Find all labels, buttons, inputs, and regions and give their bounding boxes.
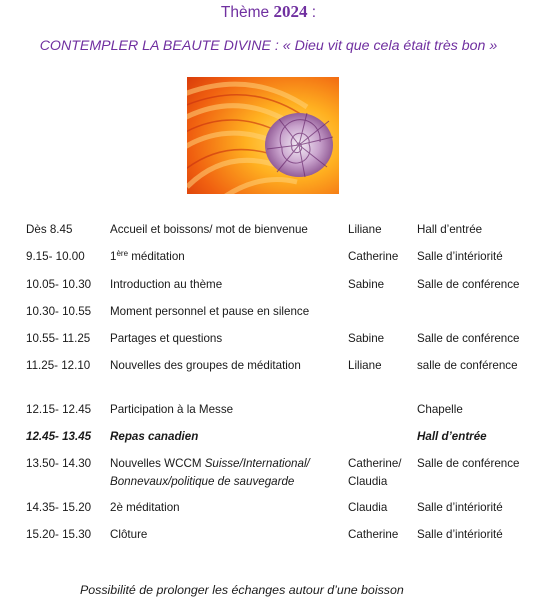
theme-colon: :	[307, 4, 317, 21]
row-person: Liliane	[348, 223, 382, 236]
row-time: 10.55- 11.25	[26, 332, 91, 345]
row-activity-line1: Nouvelles WCCM Suisse/International/	[110, 457, 310, 470]
row-room: Salle d’intériorité	[417, 528, 503, 541]
row-time: 12.45- 13.45	[26, 430, 92, 443]
row-time: Dès 8.45	[26, 223, 73, 236]
row-activity: 1ère méditation	[110, 249, 185, 263]
row-person: Claudia	[348, 501, 388, 514]
row-activity: Accueil et boissons/ mot de bienvenue	[110, 223, 308, 236]
row-person: Sabine	[348, 332, 385, 345]
row-time: 10.30- 10.55	[26, 305, 92, 318]
subtitle: CONTEMPLER LA BEAUTE DIVINE : « Dieu vit que cela était très bon »	[39, 38, 498, 54]
row-time: 15.20- 15.30	[26, 528, 92, 541]
row-activity: Repas canadien	[110, 430, 199, 443]
row-time: 9.15- 10.00	[26, 250, 85, 263]
row-activity: Nouvelles des groupes de méditation	[110, 359, 301, 372]
row-activity: 2è méditation	[110, 501, 180, 514]
row-person-line1: Catherine/	[348, 457, 402, 470]
theme-label: Thème	[220, 4, 270, 21]
row-activity: Introduction au thème	[110, 278, 223, 291]
footer-note: Possibilité de prolonger les échanges autour d’une boisson	[80, 583, 404, 597]
nautilus-shell-image	[187, 77, 339, 194]
theme-heading	[0, 2, 537, 22]
row-person-line2: Claudia	[348, 475, 388, 488]
row-activity: Partages et questions	[110, 332, 223, 345]
row-activity-line2: Bonnevaux/politique de sauvegarde	[110, 475, 295, 488]
row-time: 14.35- 15.20	[26, 501, 92, 514]
row-room: Salle d’intériorité	[417, 501, 503, 514]
row-person: Catherine	[348, 250, 399, 263]
row-room: Chapelle	[417, 403, 463, 416]
row-person: Catherine	[348, 528, 399, 541]
schedule-row	[0, 456, 537, 490]
row-activity: Clôture	[110, 528, 148, 541]
row-time: 13.50- 14.30	[26, 457, 92, 470]
row-person: Liliane	[348, 359, 382, 372]
row-person: Sabine	[348, 278, 385, 291]
row-room: Salle de conférence	[417, 457, 520, 470]
row-room: Hall d’entrée	[417, 430, 487, 443]
theme-year: 2024	[273, 2, 308, 21]
row-time: 10.05- 10.30	[26, 278, 92, 291]
row-room: Salle d’intériorité	[417, 250, 503, 263]
row-time: 11.25- 12.10	[26, 359, 91, 372]
row-time: 12.15- 12.45	[26, 403, 92, 416]
row-activity: Moment personnel et pause en silence	[110, 305, 310, 318]
row-activity: Participation à la Messe	[110, 403, 234, 416]
row-room: Salle de conférence	[417, 332, 520, 345]
row-room: salle de conférence	[417, 359, 518, 372]
row-room: Hall d’entrée	[417, 223, 483, 236]
row-room: Salle de conférence	[417, 278, 520, 291]
